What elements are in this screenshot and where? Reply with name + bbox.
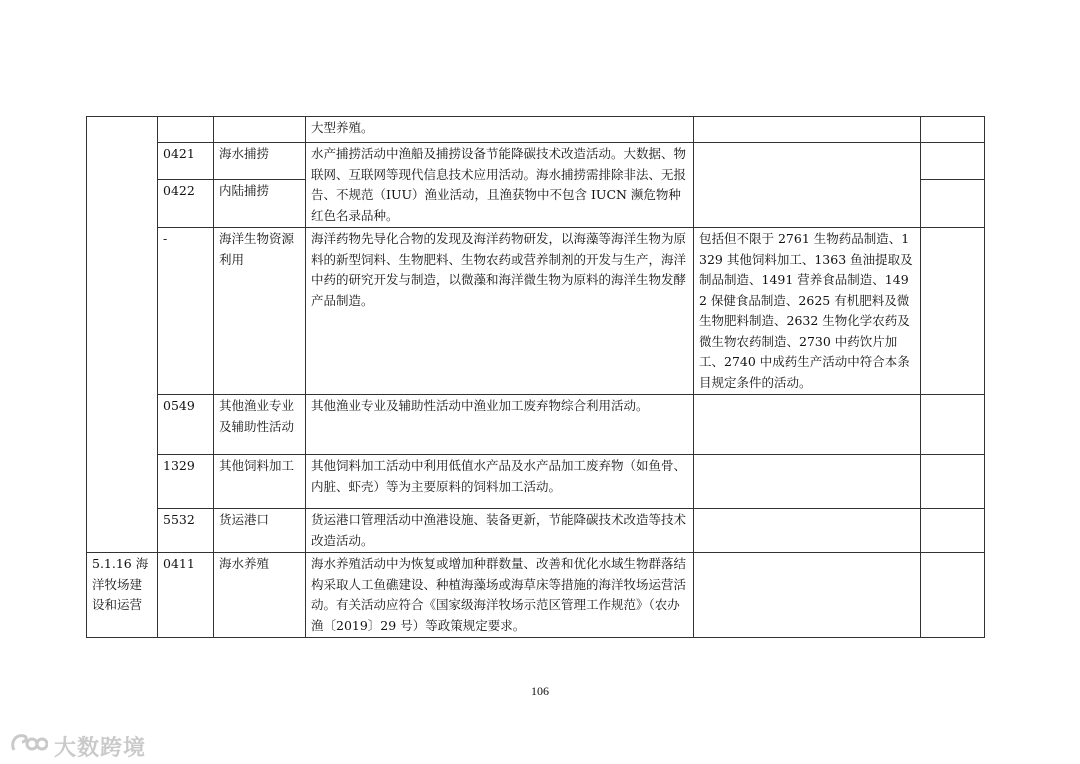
notes-cell bbox=[694, 395, 921, 455]
catalog-table bbox=[86, 116, 985, 638]
page-number: 106 bbox=[531, 684, 549, 698]
table-row bbox=[87, 143, 985, 180]
extra-cell bbox=[921, 455, 985, 509]
notes-cell bbox=[694, 117, 921, 143]
name-cell: 货运港口 bbox=[214, 509, 306, 553]
watermark bbox=[8, 728, 146, 764]
table-row bbox=[87, 228, 985, 395]
code-cell: 1329 bbox=[158, 455, 214, 509]
notes-cell: 包括但不限于 2761 生物药品制造、1329 其他饲料加工、1363 鱼油提取及制品制造、1491 营养食品制造、1492 保健食品制造、2625 有机肥料及微生物肥料制造、2632 生物化学农药及微生物农药制造、2730 中药饮片加工、2740 中成药生产活动中符合本条目规定条件的活动。 bbox=[694, 228, 921, 395]
name-cell bbox=[214, 117, 306, 143]
extra-cell bbox=[921, 117, 985, 143]
extra-cell bbox=[921, 553, 985, 638]
extra-cell bbox=[921, 179, 985, 227]
extra-cell bbox=[921, 228, 985, 395]
notes-cell bbox=[694, 455, 921, 509]
code-cell: - bbox=[158, 228, 214, 395]
description-cell: 海洋药物先导化合物的发现及海洋药物研发，以海藻等海洋生物为原料的新型饲料、生物肥料、生物农药或营养制剂的开发与生产，海洋中药的研究开发与制造，以微藻和海洋微生物为原料的海洋生物发酵产品制造。 bbox=[306, 228, 694, 395]
watermark-text: 大数跨境 bbox=[54, 735, 147, 761]
extra-cell bbox=[921, 143, 985, 180]
notes-cell bbox=[694, 509, 921, 553]
code-cell: 0411 bbox=[158, 553, 214, 638]
code-cell: 0549 bbox=[158, 395, 214, 455]
category-cell: 5.1.16 海洋牧场建设和运营 bbox=[87, 553, 158, 638]
description-cell: 海水养殖活动中为恢复或增加种群数量、改善和优化水域生物群落结构采取人工鱼礁建设、种植海藻场或海草床等措施的海洋牧场运营活动。有关活动应符合《国家级海洋牧场示范区管理工作规范》（农办渔〔2019〕29 号）等政策规定要求。 bbox=[306, 553, 694, 638]
table-row bbox=[87, 455, 985, 509]
code-cell: 0421 bbox=[158, 143, 214, 180]
code-cell bbox=[158, 117, 214, 143]
description-cell: 大型养殖。 bbox=[306, 117, 694, 143]
name-cell: 海水捕捞 bbox=[214, 143, 306, 180]
notes-cell bbox=[694, 553, 921, 638]
notes-cell bbox=[694, 143, 921, 228]
name-cell: 海洋生物资源利用 bbox=[214, 228, 306, 395]
description-cell: 水产捕捞活动中渔船及捕捞设备节能降碳技术改造活动。大数据、物联网、互联网等现代信息技术应用活动。海水捕捞需排除非法、无报告、不规范（IUU）渔业活动，且渔获物中不包含 IUCN 濒危物种红色名录品种。 bbox=[306, 143, 694, 228]
table-row bbox=[87, 395, 985, 455]
table-row bbox=[87, 509, 985, 553]
table-row bbox=[87, 117, 985, 143]
description-cell: 其他饲料加工活动中利用低值水产品及水产品加工废弃物（如鱼骨、内脏、虾壳）等为主要原料的饲料加工活动。 bbox=[306, 455, 694, 509]
name-cell: 其他渔业专业及辅助性活动 bbox=[214, 395, 306, 455]
extra-cell bbox=[921, 395, 985, 455]
code-cell: 5532 bbox=[158, 509, 214, 553]
description-cell: 货运港口管理活动中渔港设施、装备更新，节能降碳技术改造等技术改造活动。 bbox=[306, 509, 694, 553]
table-row bbox=[87, 553, 985, 638]
weibo-logo-icon bbox=[8, 728, 54, 764]
extra-cell bbox=[921, 509, 985, 553]
description-cell: 其他渔业专业及辅助性活动中渔业加工废弃物综合利用活动。 bbox=[306, 395, 694, 455]
name-cell: 其他饲料加工 bbox=[214, 455, 306, 509]
code-cell: 0422 bbox=[158, 179, 214, 227]
name-cell: 内陆捕捞 bbox=[214, 179, 306, 227]
category-cell bbox=[87, 117, 158, 553]
name-cell: 海水养殖 bbox=[214, 553, 306, 638]
